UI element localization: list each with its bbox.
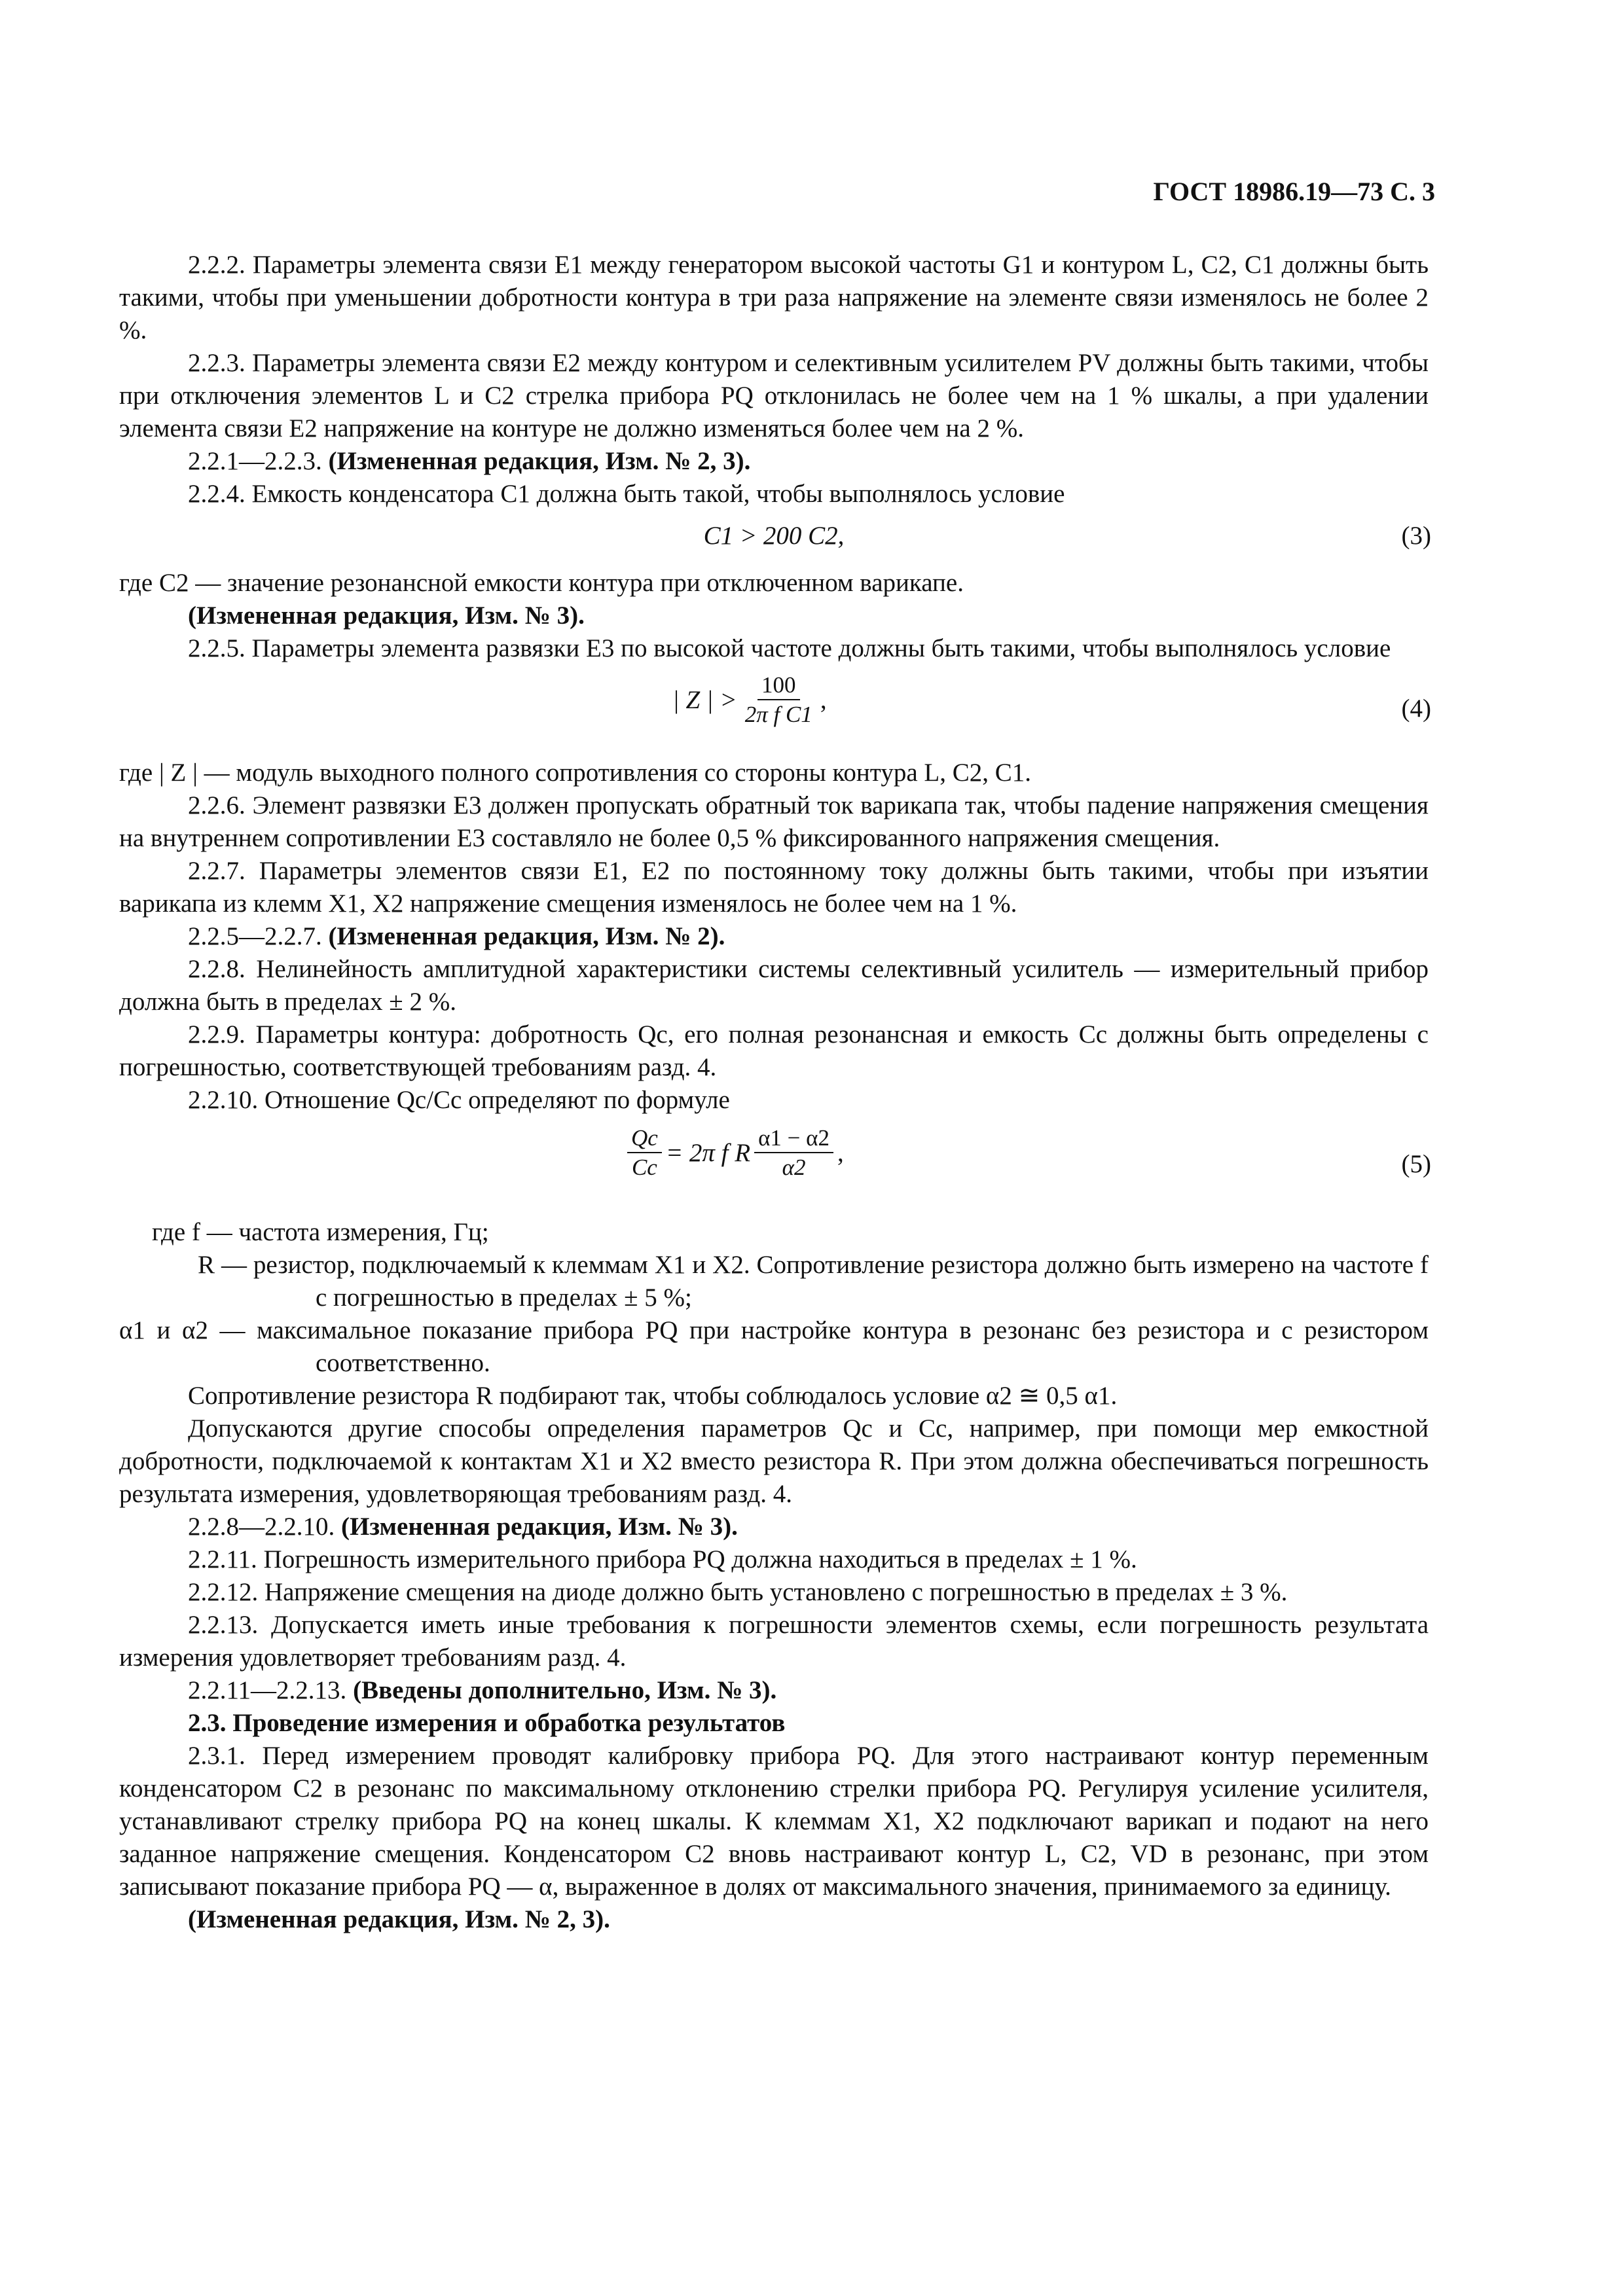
definition-f: где f — частота измерения, Гц; bbox=[152, 1218, 489, 1246]
revision-note: (Измененная редакция, Изм. № 3). bbox=[188, 601, 585, 630]
equation-5-lhs-fraction bbox=[627, 1124, 662, 1182]
equation-4-lhs: | Z | > bbox=[672, 686, 737, 714]
document-body bbox=[119, 249, 1429, 1936]
page-header: ГОСТ 18986.19—73 С. 3 bbox=[1153, 177, 1435, 206]
paragraph-2-2-7: 2.2.7. Параметры элементов связи E1, E2 по постоянному току должны быть такими, чтобы при изъятии варикапа из клемм X1, X2 напряжение смещения изменялось не более чем на 1 %. bbox=[119, 857, 1429, 918]
revision-ref: 2.2.1—2.2.3. bbox=[188, 447, 329, 475]
paragraph-2-2-13: 2.2.13. Допускается иметь иные требования к погрешности элементов схемы, если погрешность результата измерения удовлетворяет требованиям разд. 4. bbox=[119, 1611, 1429, 1672]
paragraph-2-2-12: 2.2.12. Напряжение смещения на диоде должно быть установлено с погрешностью в пределах ± 3 %. bbox=[188, 1578, 1288, 1606]
paragraph-2-2-4: 2.2.4. Емкость конденсатора C1 должна быть такой, чтобы выполнялось условие bbox=[188, 480, 1065, 508]
equation-5-rhs-fraction bbox=[754, 1124, 833, 1182]
revision-text: (Измененная редакция, Изм. № 2, 3). bbox=[328, 447, 751, 475]
equation-5-number: (5) bbox=[1401, 1150, 1431, 1178]
paragraph-2-2-5: 2.2.5. Параметры элемента развязки E3 по высокой частоте должны быть такими, чтобы выполнялось условие bbox=[188, 634, 1391, 662]
equation-4-denominator: 2π f C1 bbox=[744, 702, 812, 727]
equation-3-where: где C2 — значение резонансной емкости контура при отключенном варикапе. bbox=[119, 569, 964, 597]
equation-3 bbox=[119, 514, 1429, 563]
equation-3-number: (3) bbox=[1401, 522, 1431, 550]
paragraph-2-2-11: 2.2.11. Погрешность измерительного прибора PQ должна находиться в пределах ± 1 %. bbox=[188, 1545, 1137, 1573]
revision-ref: 2.2.8—2.2.10. bbox=[188, 1513, 341, 1541]
equation-4-tail: , bbox=[820, 686, 827, 714]
revision-note bbox=[119, 920, 1429, 953]
revision-note bbox=[119, 1674, 1429, 1707]
paragraph-resistor: Сопротивление резистора R подбирают так, чтобы соблюдалось условие α2 ≅ 0,5 α1. bbox=[188, 1382, 1118, 1410]
paragraph-2-3-1: 2.3.1. Перед измерением проводят калибровку прибора PQ. Для этого настраивают контур переменным конденсатором C2 в резонанс по максимальному отклонению стрелки прибора PQ. Регулируя усиление усилителя, устанавливают стрелку прибора PQ на конец шкалы. К клеммам X1, X2 подключают варикап и подают на него заданное напряжение смещения. Конденсатором C2 вновь настраивают контур L, C2, VD в резонанс, при этом записывают показание прибора PQ — α, выраженное в долях от максимального значения, принимаемого за единицу. bbox=[119, 1742, 1429, 1901]
equation-5 bbox=[119, 1124, 1429, 1208]
revision-note: (Измененная редакция, Изм. № 2, 3). bbox=[188, 1905, 610, 1933]
equation-5-middle: = 2π f R bbox=[665, 1139, 751, 1167]
equation-4-where: где | Z | — модуль выходного полного сопротивления со стороны контура L, C2, C1. bbox=[119, 759, 1031, 787]
equation-5-lhs-denominator: Cc bbox=[631, 1155, 657, 1180]
definition-alpha: α1 и α2 — максимальное показание прибора PQ при настройке контура в резонанс без резистора и с резистором соответственно. bbox=[119, 1316, 1429, 1377]
revision-note bbox=[119, 445, 1429, 478]
equation-4-body bbox=[672, 672, 827, 729]
paragraph-2-2-9: 2.2.9. Параметры контура: добротность Qc, его полная резонансная и емкость Cc должны быть определены с погрешностью, соответствующей требованиям разд. 4. bbox=[119, 1020, 1429, 1081]
paragraph-alternatives: Допускаются другие способы определения параметров Qc и Cc, например, при помощи мер емкостной добротности, подключаемой к контактам X1 и X2 вместо резистора R. При этом должна обеспечиваться погрешность результата измерения, удовлетворяющая требованиям разд. 4. bbox=[119, 1414, 1429, 1508]
equation-4 bbox=[119, 672, 1429, 750]
equation-5-rhs-denominator: α2 bbox=[782, 1155, 806, 1180]
revision-text: (Измененная редакция, Изм. № 3). bbox=[341, 1513, 738, 1541]
equation-4-number: (4) bbox=[1401, 694, 1431, 723]
definition-R: R — резистор, подключаемый к клеммам X1 и X2. Сопротивление резистора должно быть измерено на частоте f с погрешностью в пределах ± 5 %; bbox=[198, 1251, 1429, 1312]
paragraph-2-2-3: 2.2.3. Параметры элемента связи E2 между контуром и селективным усилителем PV должны быть такими, чтобы при отключения элементов L и C2 стрелка прибора PQ отклонилась не более чем на 1 % шкалы, а при удалении элемента связи E2 напряжение на контуре не должно изменяться более чем на 2 %. bbox=[119, 349, 1429, 442]
equation-4-fraction bbox=[741, 672, 816, 729]
equation-5-rhs-numerator: α1 − α2 bbox=[754, 1124, 833, 1153]
paragraph-2-2-10: 2.2.10. Отношение Qc/Cc определяют по формуле bbox=[188, 1086, 730, 1114]
paragraph-2-2-2: 2.2.2. Параметры элемента связи E1 между генератором высокой частоты G1 и контуром L, C2, C1 должны быть такими, чтобы при уменьшении добротности контура в три раза напряжение на элементе связи изменялось не более 2 %. bbox=[119, 251, 1429, 344]
revision-ref: 2.2.5—2.2.7. bbox=[188, 922, 329, 950]
revision-text: (Введены дополнительно, Изм. № 3). bbox=[353, 1676, 777, 1704]
revision-note bbox=[119, 1511, 1429, 1543]
equation-3-body: C1 > 200 C2, bbox=[703, 522, 845, 550]
paragraph-2-2-8: 2.2.8. Нелинейность амплитудной характеристики системы селективный усилитель — измерительный прибор должна быть в пределах ± 2 %. bbox=[119, 955, 1429, 1016]
section-heading-2-3: 2.3. Проведение измерения и обработка результатов bbox=[188, 1709, 786, 1737]
revision-text: (Измененная редакция, Изм. № 2). bbox=[328, 922, 725, 950]
revision-ref: 2.2.11—2.2.13. bbox=[188, 1676, 354, 1704]
equation-5-body bbox=[623, 1124, 844, 1182]
equation-5-tail: , bbox=[837, 1139, 844, 1167]
paragraph-2-2-6: 2.2.6. Элемент развязки E3 должен пропускать обратный ток варикапа так, чтобы падение напряжения смещения на внутреннем сопротивлении E3 составляло не более 0,5 % фиксированного напряжения смещения. bbox=[119, 791, 1429, 852]
equation-4-numerator: 100 bbox=[757, 672, 800, 700]
equation-5-lhs-numerator: Qc bbox=[627, 1124, 662, 1153]
